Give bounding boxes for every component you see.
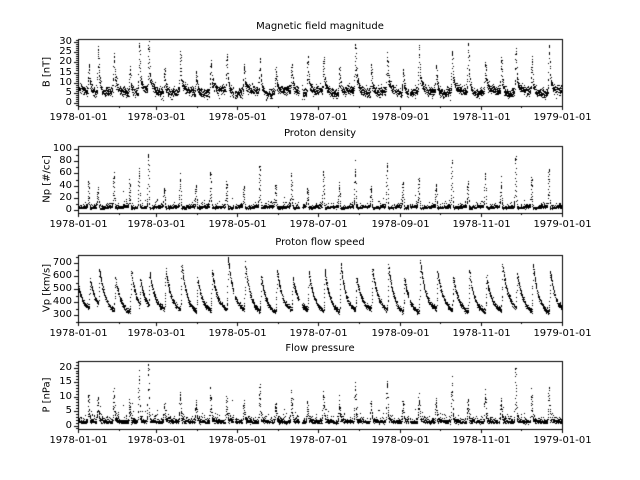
y-tick-label: 5 [65, 405, 72, 416]
x-tick-label: 1978-09-01 [371, 328, 430, 339]
x-tick-label: 1978-01-01 [49, 112, 108, 123]
x-tick-label: 1978-11-01 [452, 435, 511, 446]
x-tick-label: 1978-01-01 [49, 328, 108, 339]
x-tick-label: 1978-09-01 [371, 219, 430, 230]
x-tick-label: 1978-03-01 [127, 435, 186, 446]
x-tick-label: 1978-03-01 [127, 112, 186, 123]
x-tick-label: 1978-05-01 [208, 435, 267, 446]
x-tick-label: 1978-09-01 [371, 112, 430, 123]
y-tick-label: 0 [65, 97, 72, 108]
x-tick-label: 1979-01-01 [533, 435, 592, 446]
y-axis-label-vp: Vp [km/s] [41, 263, 53, 313]
y-tick-label: 60 [59, 167, 72, 178]
x-tick-label: 1979-01-01 [533, 219, 592, 230]
x-tick-label: 1978-05-01 [208, 219, 267, 230]
x-tick-label: 1978-07-01 [289, 435, 348, 446]
x-tick-label: 1978-05-01 [208, 112, 267, 123]
y-tick-label: 400 [52, 296, 72, 307]
y-tick-label: 300 [52, 309, 72, 320]
y-axis-label-np: Np [#/cc] [41, 155, 53, 203]
y-axis-label-p: P [nPa] [41, 377, 53, 413]
x-tick-label: 1978-05-01 [208, 328, 267, 339]
y-tick-label: 15 [59, 67, 72, 78]
y-tick-label: 30 [59, 36, 72, 47]
y-tick-label: 25 [59, 46, 72, 57]
panel-title-magnetic-field: Magnetic field magnitude [256, 21, 384, 32]
y-tick-label: 40 [59, 180, 72, 191]
y-tick-label: 20 [59, 192, 72, 203]
x-tick-label: 1978-09-01 [371, 435, 430, 446]
x-tick-label: 1978-01-01 [49, 435, 108, 446]
y-tick-label: 10 [59, 77, 72, 88]
y-tick-label: 20 [59, 56, 72, 67]
x-tick-label: 1979-01-01 [533, 112, 592, 123]
y-tick-label: 5 [65, 87, 72, 98]
x-tick-label: 1978-11-01 [452, 112, 511, 123]
y-tick-label: 0 [65, 204, 72, 215]
x-tick-label: 1978-01-01 [49, 219, 108, 230]
x-tick-label: 1978-03-01 [127, 219, 186, 230]
x-tick-label: 1979-01-01 [533, 328, 592, 339]
y-axis-label-b: B [nT] [41, 56, 53, 88]
panel-title-proton-flow-speed: Proton flow speed [275, 237, 365, 248]
x-tick-label: 1978-07-01 [289, 112, 348, 123]
y-tick-label: 700 [52, 257, 72, 268]
y-tick-label: 80 [59, 155, 72, 166]
x-tick-label: 1978-03-01 [127, 328, 186, 339]
y-tick-label: 15 [59, 376, 72, 387]
y-tick-label: 100 [52, 143, 72, 154]
x-tick-label: 1978-11-01 [452, 219, 511, 230]
x-tick-label: 1978-07-01 [289, 219, 348, 230]
y-tick-label: 20 [59, 362, 72, 373]
y-tick-label: 600 [52, 270, 72, 281]
y-tick-label: 500 [52, 283, 72, 294]
x-tick-label: 1978-11-01 [452, 328, 511, 339]
y-tick-label: 0 [65, 420, 72, 431]
panel-title-proton-density: Proton density [283, 128, 357, 139]
panel-title-flow-pressure: Flow pressure [285, 343, 355, 354]
x-tick-label: 1978-07-01 [289, 328, 348, 339]
y-tick-label: 10 [59, 391, 72, 402]
